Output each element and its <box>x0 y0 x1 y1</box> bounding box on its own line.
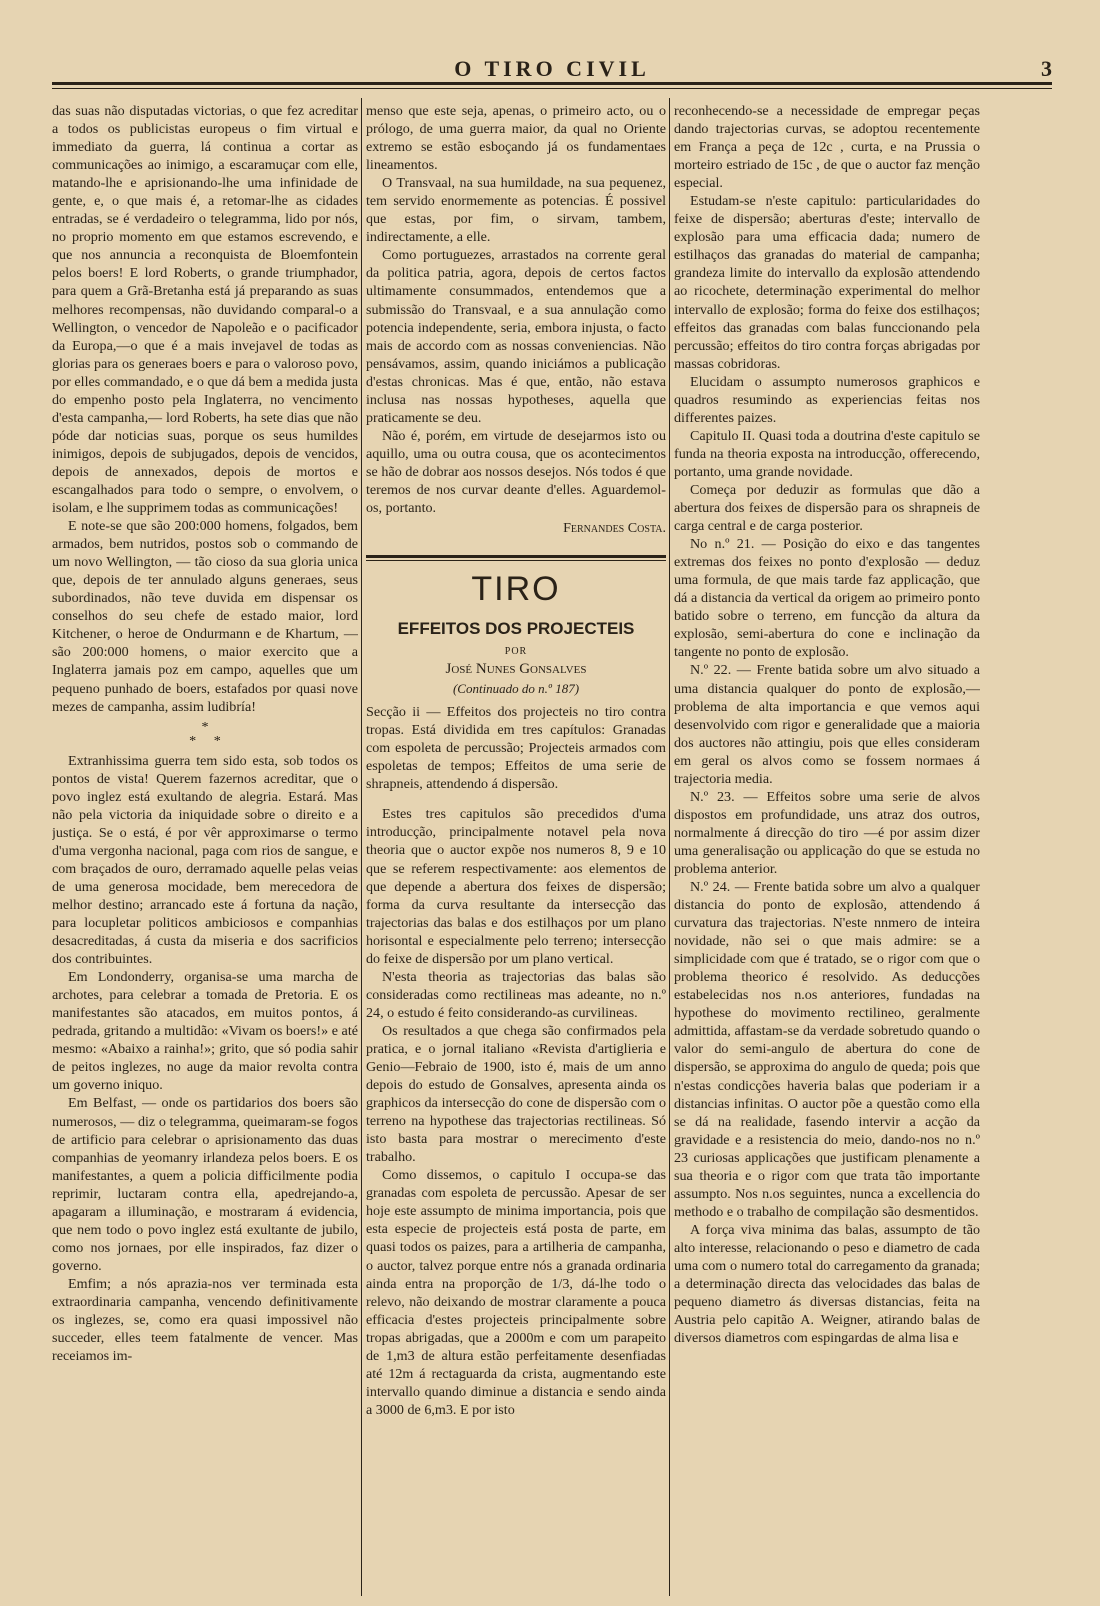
paragraph: Em Londonderry, organisa-se uma marcha de archotes, para celebrar a tomada de Pretoria. E os manifestantes são atacados, em muitos pontos, á pedrada, gritando a multidão: «Vivam os boers!» e até mesmo: «Abaixo a rainha!»; grito, que só podia sahir de peitos inglezes, no auge da maior revolta contra um governo iniquo. <box>52 969 358 1094</box>
column-3 <box>674 102 980 1592</box>
paragraph: E note-se que são 200:000 homens, folgados, bem armados, bem nutridos, postos sob o commando de um novo Wellington, — tão cioso da sua gloria unica que, depois de ter annulado alguns generaes, seus subordinados, não teve duvida em dispensar os conselhos do seu chefe de estado maior, lord Kitchener, o heroe de Ondurmann e de Khartum, — são 200:000 homens, o maior exercito que a Inglaterra jamais poz em campo, aquelles que um pequeno punhado de boers, estafados por quasi nove mezes de campanha, assim ludibría! <box>52 518 358 715</box>
continued-note: (Continuado do n.º 187) <box>452 681 580 697</box>
paragraph: Capitulo II. Quasi toda a doutrina d'este capitulo se funda na theoria exposta na introducção, offerecendo, portanto, uma grande novidade. <box>674 427 980 480</box>
section-rule-thick <box>366 555 666 558</box>
column-2 <box>366 102 666 1592</box>
paragraph: Estes tres capitulos são precedidos d'uma introducção, principalmente notavel pela nova theoria que o auctor expõe nos numeros 8, 9 e 10 que se referem respectivamente: aos elementos de que depende a abertura dos feixes de dispersão; forma da curva resultante da intersecção das trajectorias das balas e dos estilhaços por um plano horisontal e especialmente pelo terreno; intersecção do feixe de dispersão por um plano vertical. <box>366 806 666 967</box>
paragraph: No n.º 21. — Posição do eixo e das tangentes extremas dos feixes no ponto d'explosão — deduz uma formula, de que mais tarde faz applicação, que dá a distancia da vertical da origem ao primeiro ponto batido sobre o terreno, em funcção da altura da explosão, semi-abertura do cone e inclinação da tangente no ponto de explosão. <box>674 536 980 661</box>
paragraph: Não é, porém, em virtude de desejarmos isto ou aquillo, uma ou outra cousa, que os acontecimentos se hão de dobrar aos nossos desejos. Nós todos é que teremos de nos curvar deante d'elles. Aguardemol-os, portanto. <box>366 427 666 517</box>
header-rule-thin <box>52 88 1052 89</box>
spacer <box>366 793 666 805</box>
paragraph: Extranhissima guerra tem sido esta, sob todos os pontos de vista! Querem fazernos acreditar, que o povo inglez está exultando de alegria. Estará. Mas não pela victoria da iniquidade sobre o direito e a justiça. Se o está, é por vêr approximarse o termo d'uma vergonha nacional, paga com rios de sangue, e com braçados de ouro, derramado aquelle pelas veias de uma generosa mocidade, bem merecedora de melhor destino; arrancado este á fortuna da nação, para locupletar politicos ambiciosos e companhias desacreditadas, á custa da miseria e dos sacrificios dos contribuintes. <box>52 752 358 968</box>
column-divider <box>669 98 670 1596</box>
header-rule-thick <box>52 82 1052 85</box>
paragraph: N.º 24. — Frente batida sobre um alvo a qualquer distancia do ponto de explosão, attendendo á curvatura das trajectorias. N'este nnmero de inteira novidade, não sei o que mais admire: se a simplicidade com que é tratado, se o rigor com que o problema theorico é resolvido. As deducções estabelecidas nos n.os anteriores, fundadas na hypothese do movimento rectilineo, geralmente admittida, affastam-se da verdade sobretudo quando o valor do semi-angulo de abertura do cone de dispersão, se approxima do angulo de queda; pois que n'estas condicções haveria balas que poderiam ir a distancias infinitas. O auctor põe a questão como ella se dá na realidade, fasendo intervir a acção da gravidade e a resistencia do meio, dando-nos no n.º 23 curiosas applicações que justificam plenamente a sua theoria e o rigor com que trata tão importante assumpto. Nos n.os seguintes, nunca a excellencia do methodo e o trabalho de compilação são desmentidos. <box>674 879 980 1220</box>
paragraph: Elucidam o assumpto numerosos graphicos e quadros resumindo as experiencias feitas nos differentes paizes. <box>674 373 980 426</box>
paragraph: Os resultados a que chega são confirmados pela pratica, e o jornal italiano «Revista d'artiglieria e Genio—Febraio de 1900, isto é, mais de um anno depois do estudo de Gonsalves, apresenta ainda os graphicos da intersecção do cone de dispersão com o terreno na hypothese das trajectorias rectilineas. Só isto basta para mostrar o merecimento d'este trabalho. <box>366 1022 666 1166</box>
paragraph: Em Belfast, — onde os partidarios dos boers são numerosos, — diz o telegramma, queimaram-se fogos de artificio para celebrar o aprisionamento das duas companhias de yeomanry irlandeza pelos boers. E os manifestantes, a quem a policia difficilmente podia reprimir, luctaram contra ella, apedrejando-a, apagaram a illuminação, e mostraram á evidencia, que nem todo o povo inglez está exultante de jubilo, como nos jornaes, por elle inspirados, faz dizer o governo. <box>52 1095 358 1274</box>
paragraph: Começa por deduzir as formulas que dão a abertura dos feixes de dispersão para os shrapneis de carga central e de carga posterior. <box>674 481 980 535</box>
paragraph: Secção ii — Effeitos dos projecteis no tiro contra tropas. Está dividida em tres capítulos: Granadas com espoleta de percussão; Projecteis armados com espoletas de tempos; Effeitos de uma serie de shrapneis, attendendo á dispersão. <box>366 704 666 793</box>
paragraph: reconhecendo-se a necessidade de empregar peças dando trajectorias curvas, se adoptou recentemente em França a peça de 12c , curta, e na Prussia o morteiro estriado de 15c , de que o auctor faz menção especial. <box>674 103 980 192</box>
paragraph: N.º 23. — Effeitos sobre uma serie de alvos dispostos em profundidade, uns atraz dos outros, normalmente á direcção do tiro —é por assim dizer uma generalisação ou applicação do que se estuda no problema anterior. <box>674 788 980 877</box>
masthead-title: O TIRO CIVIL <box>454 56 650 81</box>
paragraph: O Transvaal, na sua humildade, na sua pequenez, tem servido enormemente as potencias. É possivel que estas, por fim, o sirvam, tambem, indirectamente, a elle. <box>366 175 666 246</box>
paragraph: A força viva minima das balas, assumpto de tão alto interesse, relacionando o peso e diametro de cada uma com o numero total do carregamento da granada; a determinação directa das velocidades das balas de pequeno diametro ás diversas distancias, feita na Austria pelo capitão A. Weigner, atirando balas de diversos diametros com espingardas de alma lisa e <box>674 1221 980 1347</box>
paragraph: das suas não disputadas victorias, o que fez acreditar a todos os publicistas europeus o fim virtual e immediato da guerra, lá continua a cortar as communicações ao inimigo, a escaramuçar com elle, matando-lhe e aprisionando-lhe uma infinidade de gente, e, o que mais é, a retomar-lhe as cidades entradas, se é verdadeiro o telegramma, lido por nós, no proprio momento em que estamos escrevendo, e que nos annuncia a reconquista de Bloemfontein pelos boers! E lord Roberts, o grande triumphador, para quem a Grã-Bretanha está já preparando as suas melhores recompensas, não duvidando comparal-o a Wellington, o vencedor de Napoleão e o pacificador da Europa,—o que é a mais invejavel de todas as glorias para os generaes boers e para o valoroso povo, por elles commandado, e o que dá bem a medida justa do empenho posto pela Inglaterra, no vencimento d'esta campanha,— lord Roberts, ha sete dias que não póde dar noticias suas, porque os seus humildes inimigos, depois de subjugados, depois de vencidos, depois de annexados, depois de mortos e escangalhados para todo o sempre, o envolvem, o isolam, e lhe supprimem todas as communicações! <box>52 103 358 517</box>
byline-por: POR <box>504 646 528 658</box>
paragraph: Como portuguezes, arrastados na corrente geral da politica patria, agora, depois de certos factos ultimamente consummados, entendemos que a submissão do Transvaal, e a sua annulação como potencia independente, seria, embora injusta, o facto mais de accordo com as nossas conveniencias. Não pensávamos, assim, quando iniciámos a publicação d'estas chronicas. Mas é que, então, não estava inclusa nas nossas hypotheses, aquella que praticamente se deu. <box>366 247 666 426</box>
paragraph: Como dissemos, o capitulo I occupa-se das granadas com espoleta de percussão. Apesar de ser hoje este assumpto de minima importancia, pois que esta especie de projecteis está posta de parte, em quasi todos os paizes, para a artilheria de campanha, o auctor, talvez porque entre nós a granada ordinaria ainda entra na proporção de 1/3, dá-lhe todo o relevo, não deixando de mostrar claramente a pouca efficacia d'estes projecteis principalmente sobre tropas abrigadas, que a 2000m e com um parapeito de 1,m3 de altura estão perfeitamente desenfiadas até 12m á rectaguarda da crista, augmentando este intervallo quando diminue a distancia e sendo ainda a 3000 de 6,m3. E por isto <box>366 1167 666 1418</box>
paragraph: Estudam-se n'este capitulo: particularidades do feixe de dispersão; aberturas d'este; intervallo de explosão para uma efficacia dada; numero de estilhaços das granadas do material de campanha; grandeza limite do intervallo da explosão attendendo ao ricochete, determinação experimental do melhor intervallo de explosão; forma do feixe dos estilhaços; effeitos das granadas com balas funccionando pela percussão; effeitos do tiro contra forças abrigadas por massas cobridoras. <box>674 193 980 372</box>
column-divider <box>361 98 362 1596</box>
section-asterism: * * * <box>189 718 221 749</box>
section-rule-thin <box>366 560 666 561</box>
paragraph: menso que este seja, apenas, o primeiro acto, ou o prólogo, de uma guerra maior, da qual no Oriente extremo se estão esboçando já os fundamentaes lineamentos. <box>366 103 666 174</box>
paragraph: Emfim; a nós aprazia-nos ver terminada esta extraordinaria campanha, vencendo definitivamente os inglezes, se, como era quasi impossivel não succeder, elles teem fatalmente de vencer. Mas receiamos im- <box>52 1275 358 1365</box>
section-title: TIRO <box>471 570 561 609</box>
article-title: EFFEITOS DOS PROJECTEIS <box>397 619 635 639</box>
paragraph: N'esta theoria as trajectorias das balas são consideradas como rectilineas mas adeante, no n.º 24, o estudo é feito considerando-as curvilineas. <box>366 968 666 1021</box>
article-signature: Fernandes Costa. <box>563 520 666 537</box>
column-1 <box>52 102 358 1592</box>
article-author: José Nunes Gonsalves <box>445 661 587 678</box>
paragraph: N.º 22. — Frente batida sobre um alvo situado a uma distancia qualquer do ponto de explosão,—problema de alta importancia e que vemos aqui desenvolvido com rigor e generalidade que a maioria dos auctores não attingiu, pois que elles consideram em geral os alvos como se fossem normaes á trajectoria media. <box>674 662 980 787</box>
page-number: 3 <box>1041 56 1052 81</box>
